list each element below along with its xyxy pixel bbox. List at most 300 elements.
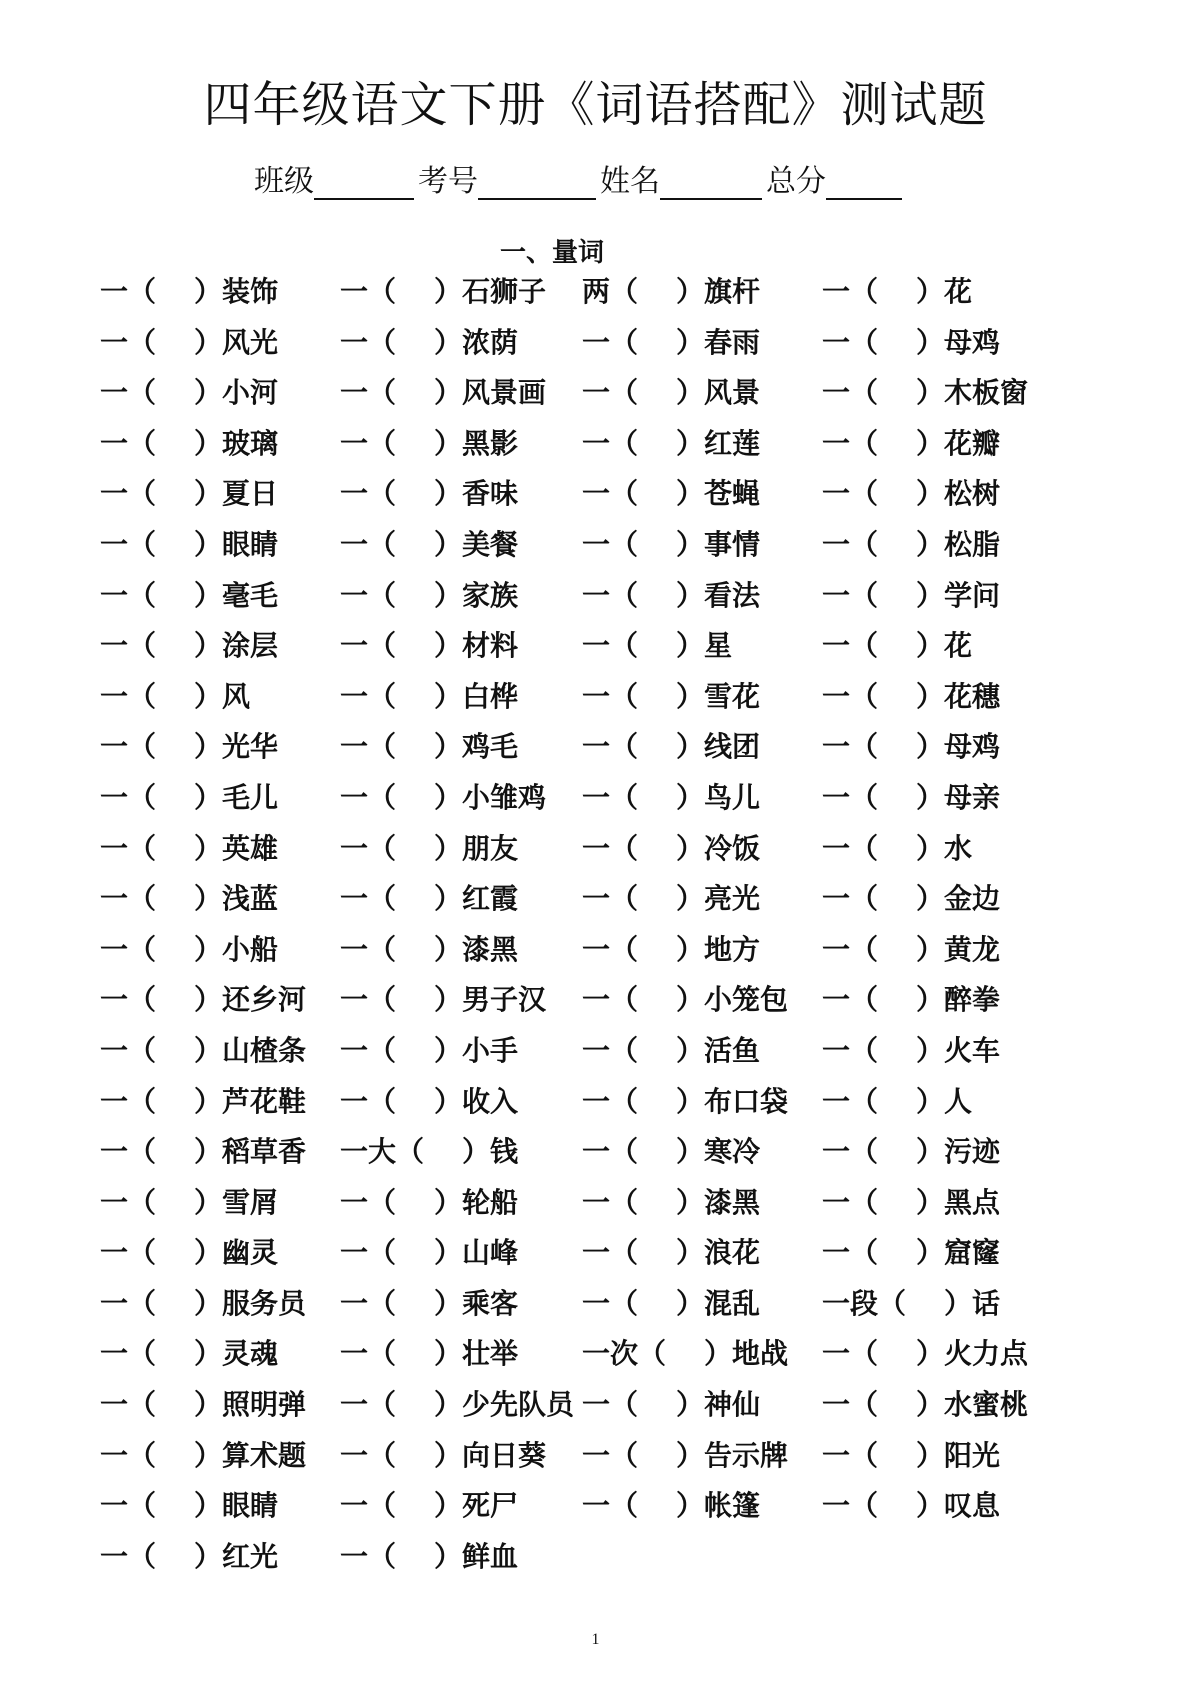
measure-prefix: 一（ bbox=[822, 1033, 879, 1067]
exercise-item bbox=[582, 1181, 760, 1221]
noun-word: ）灵魂 bbox=[194, 1337, 279, 1371]
noun-word: ）钱 bbox=[462, 1135, 519, 1169]
measure-prefix: 一（ bbox=[822, 477, 879, 511]
exercise-item bbox=[582, 1080, 788, 1120]
measure-prefix: 一（ bbox=[822, 1337, 879, 1371]
measure-prefix: 一（ bbox=[822, 932, 879, 966]
exercise-item bbox=[582, 1282, 760, 1322]
exercise-item bbox=[340, 371, 546, 411]
noun-word: ）花 bbox=[916, 275, 973, 308]
exercise-item bbox=[822, 523, 1000, 563]
student-info-line bbox=[254, 156, 906, 200]
exercise-item bbox=[582, 472, 760, 512]
exercise-item bbox=[100, 978, 306, 1018]
measure-prefix: 一（ bbox=[582, 578, 639, 612]
exercise-item bbox=[582, 574, 760, 614]
noun-word: ）向日葵 bbox=[434, 1438, 547, 1472]
noun-word: ）家族 bbox=[434, 578, 519, 612]
exercise-item bbox=[100, 877, 278, 917]
measure-prefix: 一（ bbox=[100, 1337, 157, 1371]
exercise-item bbox=[340, 877, 518, 917]
measure-prefix: 一（ bbox=[340, 578, 397, 612]
noun-word: ）冷饭 bbox=[676, 831, 761, 865]
measure-prefix: 一（ bbox=[582, 325, 639, 359]
exercise-row bbox=[0, 270, 1191, 321]
measure-prefix: 一（ bbox=[822, 1388, 879, 1422]
noun-word: ）石狮子 bbox=[434, 275, 547, 308]
noun-word: ）算术题 bbox=[194, 1438, 307, 1472]
measure-prefix: 一（ bbox=[340, 1286, 397, 1320]
measure-prefix: 一（ bbox=[340, 1033, 397, 1067]
noun-word: ）黄龙 bbox=[916, 932, 1001, 966]
exercise-row bbox=[0, 978, 1191, 1029]
measure-prefix: 一（ bbox=[582, 831, 639, 865]
noun-word: ）鸟儿 bbox=[676, 780, 761, 814]
exercise-item bbox=[822, 1231, 1000, 1271]
measure-prefix: 一（ bbox=[340, 882, 397, 916]
noun-word: ）香味 bbox=[434, 477, 519, 511]
noun-word: ）花 bbox=[916, 629, 973, 663]
noun-word: ）星 bbox=[676, 629, 733, 663]
exercise-item bbox=[822, 877, 1000, 917]
measure-prefix: 一（ bbox=[582, 1084, 639, 1118]
exercise-row bbox=[0, 1332, 1191, 1383]
measure-prefix: 一（ bbox=[582, 1388, 639, 1422]
measure-prefix: 一（ bbox=[582, 932, 639, 966]
noun-word: ）材料 bbox=[434, 629, 519, 663]
measure-prefix: 一（ bbox=[822, 376, 879, 410]
noun-word: ）浓荫 bbox=[434, 325, 519, 359]
noun-word: ）告示牌 bbox=[676, 1438, 789, 1472]
measure-prefix: 一（ bbox=[822, 1135, 879, 1169]
measure-prefix: 一（ bbox=[340, 1388, 397, 1422]
measure-prefix: 一（ bbox=[340, 780, 397, 814]
exercise-item bbox=[340, 1332, 518, 1372]
noun-word: ）涂层 bbox=[194, 629, 279, 663]
exercise-row bbox=[0, 827, 1191, 878]
measure-prefix: 一（ bbox=[100, 932, 157, 966]
measure-prefix: 一大（ bbox=[340, 1135, 425, 1169]
measure-prefix: 一（ bbox=[822, 275, 879, 308]
measure-prefix: 一（ bbox=[822, 325, 879, 359]
exercise-item bbox=[100, 371, 278, 411]
noun-word: ）松脂 bbox=[916, 527, 1001, 561]
noun-word: ）装饰 bbox=[194, 275, 279, 308]
class-blank[interactable] bbox=[314, 158, 414, 200]
measure-prefix: 一（ bbox=[822, 629, 879, 663]
noun-word: ）毫毛 bbox=[194, 578, 279, 612]
exercise-rows bbox=[0, 270, 1191, 1585]
exercise-item bbox=[100, 1181, 278, 1221]
exercise-row bbox=[0, 321, 1191, 372]
exercise-item bbox=[340, 928, 518, 968]
measure-prefix: 一（ bbox=[822, 730, 879, 764]
exercise-item bbox=[100, 321, 278, 361]
noun-word: ）苍蝇 bbox=[676, 477, 761, 511]
exercise-item bbox=[822, 321, 1000, 361]
exercise-item bbox=[582, 978, 788, 1018]
exercise-item bbox=[582, 624, 732, 664]
measure-prefix: 一（ bbox=[100, 275, 157, 308]
exercise-row bbox=[0, 574, 1191, 625]
exercise-item bbox=[340, 523, 518, 563]
exercise-item bbox=[100, 675, 250, 715]
noun-word: ）花瓣 bbox=[916, 426, 1001, 460]
exercise-row bbox=[0, 675, 1191, 726]
exercise-row bbox=[0, 1029, 1191, 1080]
noun-word: ）雪屑 bbox=[194, 1185, 279, 1219]
measure-prefix: 一（ bbox=[582, 629, 639, 663]
noun-word: ）轮船 bbox=[434, 1185, 519, 1219]
noun-word: ）红光 bbox=[194, 1539, 279, 1573]
noun-word: ）布口袋 bbox=[676, 1084, 789, 1118]
exercise-item bbox=[822, 1029, 1000, 1069]
exercise-item bbox=[340, 827, 518, 867]
exercise-item bbox=[822, 978, 1000, 1018]
noun-word: ）亮光 bbox=[676, 882, 761, 916]
measure-prefix: 一（ bbox=[340, 1185, 397, 1219]
noun-word: ）风景画 bbox=[434, 376, 547, 410]
measure-prefix: 一（ bbox=[340, 983, 397, 1017]
exercise-item bbox=[822, 1484, 1000, 1524]
exercise-item bbox=[100, 1080, 306, 1120]
exercise-row bbox=[0, 371, 1191, 422]
measure-prefix: 一（ bbox=[100, 376, 157, 410]
noun-word: ）浅蓝 bbox=[194, 882, 279, 916]
noun-word: ）鸡毛 bbox=[434, 730, 519, 764]
exercise-item bbox=[100, 1535, 278, 1575]
exercise-item bbox=[100, 1383, 306, 1423]
exercise-item bbox=[340, 1484, 518, 1524]
measure-prefix: 一（ bbox=[100, 1438, 157, 1472]
noun-word: ）母鸡 bbox=[916, 730, 1001, 764]
exercise-row bbox=[0, 725, 1191, 776]
measure-prefix: 一（ bbox=[340, 325, 397, 359]
measure-prefix: 一（ bbox=[822, 1489, 879, 1523]
noun-word: ）风光 bbox=[194, 325, 279, 359]
noun-word: ）漆黑 bbox=[434, 932, 519, 966]
measure-prefix: 一（ bbox=[100, 629, 157, 663]
measure-prefix: 一（ bbox=[582, 983, 639, 1017]
noun-word: ）地战 bbox=[704, 1337, 789, 1371]
measure-prefix: 一（ bbox=[582, 679, 639, 713]
measure-prefix: 一（ bbox=[100, 578, 157, 612]
noun-word: ）叹息 bbox=[916, 1489, 1001, 1523]
noun-word: ）小笼包 bbox=[676, 983, 789, 1017]
exercise-item bbox=[340, 1434, 546, 1474]
exercise-item bbox=[582, 1231, 760, 1271]
measure-prefix: 一（ bbox=[822, 578, 879, 612]
exam-no-label: 考号 bbox=[418, 164, 478, 199]
exercise-item bbox=[340, 270, 546, 310]
exercise-item bbox=[822, 1434, 1000, 1474]
measure-prefix: 两（ bbox=[582, 275, 639, 308]
measure-prefix: 一（ bbox=[100, 1489, 157, 1523]
exercise-item bbox=[340, 624, 518, 664]
exercise-item bbox=[100, 574, 278, 614]
exercise-row bbox=[0, 1282, 1191, 1333]
measure-prefix: 一（ bbox=[340, 730, 397, 764]
noun-word: ）夏日 bbox=[194, 477, 279, 511]
noun-word: ）火车 bbox=[916, 1033, 1001, 1067]
measure-prefix: 一（ bbox=[100, 780, 157, 814]
measure-prefix: 一（ bbox=[100, 1286, 157, 1320]
noun-word: ）活鱼 bbox=[676, 1033, 761, 1067]
page-title: 四年级语文下册《词语搭配》测试题 bbox=[203, 77, 988, 133]
exercise-item bbox=[100, 928, 278, 968]
noun-word: ）红莲 bbox=[676, 426, 761, 460]
noun-word: ）光华 bbox=[194, 730, 279, 764]
noun-word: ）地方 bbox=[676, 932, 761, 966]
exercise-item bbox=[822, 270, 972, 310]
exercise-row bbox=[0, 422, 1191, 473]
exercise-item bbox=[582, 1130, 760, 1170]
noun-word: ）人 bbox=[916, 1084, 973, 1118]
exercise-item bbox=[582, 928, 760, 968]
noun-word: ）死尸 bbox=[434, 1489, 519, 1523]
exercise-item bbox=[582, 321, 760, 361]
measure-prefix: 一（ bbox=[822, 1084, 879, 1118]
exercise-item bbox=[340, 1231, 518, 1271]
measure-prefix: 一（ bbox=[582, 527, 639, 561]
exercise-row bbox=[0, 1231, 1191, 1282]
exercise-item bbox=[340, 1181, 518, 1221]
exercise-item bbox=[100, 776, 278, 816]
measure-prefix: 一（ bbox=[340, 1236, 397, 1270]
name-blank[interactable] bbox=[660, 158, 762, 200]
exercise-item bbox=[582, 1434, 788, 1474]
measure-prefix: 一（ bbox=[822, 882, 879, 916]
measure-prefix: 一（ bbox=[822, 426, 879, 460]
noun-word: ）事情 bbox=[676, 527, 761, 561]
measure-prefix: 一（ bbox=[822, 983, 879, 1017]
noun-word: ）水 bbox=[916, 831, 973, 865]
exercise-item bbox=[822, 928, 1000, 968]
exercise-row bbox=[0, 1484, 1191, 1535]
exercise-item bbox=[822, 776, 1000, 816]
exercise-item bbox=[340, 978, 546, 1018]
exercise-row bbox=[0, 523, 1191, 574]
noun-word: ）乘客 bbox=[434, 1286, 519, 1320]
exercise-item bbox=[100, 1332, 278, 1372]
exercise-item bbox=[822, 675, 1000, 715]
noun-word: ）神仙 bbox=[676, 1388, 761, 1422]
exercise-item bbox=[822, 827, 972, 867]
exercise-item bbox=[822, 1383, 1028, 1423]
measure-prefix: 一（ bbox=[582, 730, 639, 764]
noun-word: ）幽灵 bbox=[194, 1236, 279, 1270]
exercise-item bbox=[822, 1080, 972, 1120]
exercise-item bbox=[582, 270, 760, 310]
noun-word: ）母亲 bbox=[916, 780, 1001, 814]
noun-word: ）小船 bbox=[194, 932, 279, 966]
exercise-item bbox=[582, 523, 760, 563]
noun-word: ）少先队员 bbox=[434, 1388, 575, 1422]
score-label: 总分 bbox=[766, 164, 826, 199]
exercise-row bbox=[0, 472, 1191, 523]
measure-prefix: 一（ bbox=[100, 477, 157, 511]
measure-prefix: 一（ bbox=[100, 426, 157, 460]
exercise-item bbox=[582, 877, 760, 917]
exercise-row bbox=[0, 928, 1191, 979]
measure-prefix: 一（ bbox=[582, 780, 639, 814]
exercise-item bbox=[100, 1231, 278, 1271]
noun-word: ）木板窗 bbox=[916, 376, 1029, 410]
noun-word: ）收入 bbox=[434, 1084, 519, 1118]
exercise-item bbox=[822, 574, 1000, 614]
measure-prefix: 一（ bbox=[582, 1438, 639, 1472]
exercise-row bbox=[0, 624, 1191, 675]
exercise-item bbox=[340, 574, 518, 614]
noun-word: ）话 bbox=[944, 1286, 1001, 1320]
measure-prefix: 一（ bbox=[340, 1337, 397, 1371]
measure-prefix: 一次（ bbox=[582, 1337, 667, 1371]
noun-word: ）母鸡 bbox=[916, 325, 1001, 359]
noun-word: ）芦花鞋 bbox=[194, 1084, 307, 1118]
section-title: 一、量词 bbox=[500, 238, 605, 268]
exercise-item bbox=[340, 321, 518, 361]
exercise-item bbox=[582, 422, 760, 462]
exercise-item bbox=[582, 1029, 760, 1069]
exercise-item bbox=[582, 725, 760, 765]
exercise-item bbox=[100, 472, 278, 512]
exercise-row bbox=[0, 1383, 1191, 1434]
exercise-item bbox=[822, 422, 1000, 462]
exercise-item bbox=[100, 1130, 306, 1170]
exam-no-blank[interactable] bbox=[478, 158, 596, 200]
measure-prefix: 一（ bbox=[100, 1135, 157, 1169]
measure-prefix: 一（ bbox=[340, 679, 397, 713]
exercise-item bbox=[582, 1383, 760, 1423]
noun-word: ）山峰 bbox=[434, 1236, 519, 1270]
score-blank[interactable] bbox=[826, 158, 902, 200]
measure-prefix: 一（ bbox=[582, 1185, 639, 1219]
measure-prefix: 一（ bbox=[100, 831, 157, 865]
exercise-item bbox=[822, 1130, 1000, 1170]
exercise-item bbox=[100, 1484, 278, 1524]
measure-prefix: 一（ bbox=[582, 1489, 639, 1523]
exercise-item bbox=[100, 270, 278, 310]
noun-word: ）英雄 bbox=[194, 831, 279, 865]
noun-word: ）玻璃 bbox=[194, 426, 279, 460]
measure-prefix: 一（ bbox=[100, 679, 157, 713]
measure-prefix: 一（ bbox=[100, 325, 157, 359]
exercise-item bbox=[582, 675, 760, 715]
noun-word: ）山楂条 bbox=[194, 1033, 307, 1067]
noun-word: ）黑影 bbox=[434, 426, 519, 460]
exercise-item bbox=[822, 1282, 1000, 1322]
measure-prefix: 一（ bbox=[822, 831, 879, 865]
exercise-item bbox=[100, 1282, 306, 1322]
exercise-row bbox=[0, 877, 1191, 928]
noun-word: ）混乱 bbox=[676, 1286, 761, 1320]
measure-prefix: 一（ bbox=[340, 1539, 397, 1573]
exercise-item bbox=[100, 624, 278, 664]
noun-word: ）旗杆 bbox=[676, 275, 761, 308]
name-label: 姓名 bbox=[600, 164, 660, 199]
measure-prefix: 一（ bbox=[822, 1438, 879, 1472]
exercise-row bbox=[0, 1130, 1191, 1181]
exercise-item bbox=[822, 1181, 1000, 1221]
noun-word: ）黑点 bbox=[916, 1185, 1001, 1219]
measure-prefix: 一（ bbox=[340, 477, 397, 511]
exercise-item bbox=[822, 472, 1000, 512]
exercise-row bbox=[0, 1434, 1191, 1485]
noun-word: ）小雏鸡 bbox=[434, 780, 547, 814]
noun-word: ）阳光 bbox=[916, 1438, 1001, 1472]
exercise-item bbox=[340, 1535, 518, 1575]
noun-word: ）美餐 bbox=[434, 527, 519, 561]
exercise-item bbox=[582, 1484, 760, 1524]
noun-word: ）壮举 bbox=[434, 1337, 519, 1371]
exercise-item bbox=[822, 1332, 1028, 1372]
noun-word: ）朋友 bbox=[434, 831, 519, 865]
measure-prefix: 一（ bbox=[100, 1084, 157, 1118]
measure-prefix: 一（ bbox=[822, 679, 879, 713]
noun-word: ）眼睛 bbox=[194, 527, 279, 561]
noun-word: ）看法 bbox=[676, 578, 761, 612]
measure-prefix: 一（ bbox=[100, 882, 157, 916]
noun-word: ）雪花 bbox=[676, 679, 761, 713]
noun-word: ）松树 bbox=[916, 477, 1001, 511]
exercise-item bbox=[340, 1080, 518, 1120]
exercise-item bbox=[822, 371, 1028, 411]
noun-word: ）醉拳 bbox=[916, 983, 1001, 1017]
noun-word: ）水蜜桃 bbox=[916, 1388, 1029, 1422]
noun-word: ）小河 bbox=[194, 376, 279, 410]
measure-prefix: 一（ bbox=[822, 1236, 879, 1270]
measure-prefix: 一（ bbox=[582, 1135, 639, 1169]
exercise-item bbox=[582, 827, 760, 867]
exercise-item bbox=[822, 624, 972, 664]
exercise-item bbox=[582, 1332, 788, 1372]
exercise-row bbox=[0, 776, 1191, 827]
exercise-item bbox=[100, 1434, 306, 1474]
measure-prefix: 一（ bbox=[340, 376, 397, 410]
exercise-item bbox=[100, 422, 278, 462]
class-label: 班级 bbox=[254, 164, 314, 199]
noun-word: ）男子汉 bbox=[434, 983, 547, 1017]
noun-word: ）还乡河 bbox=[194, 983, 307, 1017]
measure-prefix: 一（ bbox=[582, 1286, 639, 1320]
measure-prefix: 一（ bbox=[340, 426, 397, 460]
measure-prefix: 一（ bbox=[340, 629, 397, 663]
measure-prefix: 一（ bbox=[100, 1033, 157, 1067]
measure-prefix: 一（ bbox=[340, 527, 397, 561]
noun-word: ）白桦 bbox=[434, 679, 519, 713]
exercise-row bbox=[0, 1181, 1191, 1232]
noun-word: ）火力点 bbox=[916, 1337, 1029, 1371]
noun-word: ）鲜血 bbox=[434, 1539, 519, 1573]
noun-word: ）小手 bbox=[434, 1033, 519, 1067]
noun-word: ）窟窿 bbox=[916, 1236, 1001, 1270]
measure-prefix: 一（ bbox=[100, 1185, 157, 1219]
measure-prefix: 一（ bbox=[582, 1033, 639, 1067]
noun-word: ）风 bbox=[194, 679, 251, 713]
noun-word: ）漆黑 bbox=[676, 1185, 761, 1219]
noun-word: ）眼睛 bbox=[194, 1489, 279, 1523]
measure-prefix: 一（ bbox=[582, 1236, 639, 1270]
measure-prefix: 一（ bbox=[340, 831, 397, 865]
noun-word: ）线团 bbox=[676, 730, 761, 764]
measure-prefix: 一（ bbox=[100, 1388, 157, 1422]
noun-word: ）学问 bbox=[916, 578, 1001, 612]
noun-word: ）春雨 bbox=[676, 325, 761, 359]
exercise-item bbox=[822, 725, 1000, 765]
exercise-item bbox=[340, 1282, 518, 1322]
measure-prefix: 一（ bbox=[582, 477, 639, 511]
measure-prefix: 一（ bbox=[100, 983, 157, 1017]
